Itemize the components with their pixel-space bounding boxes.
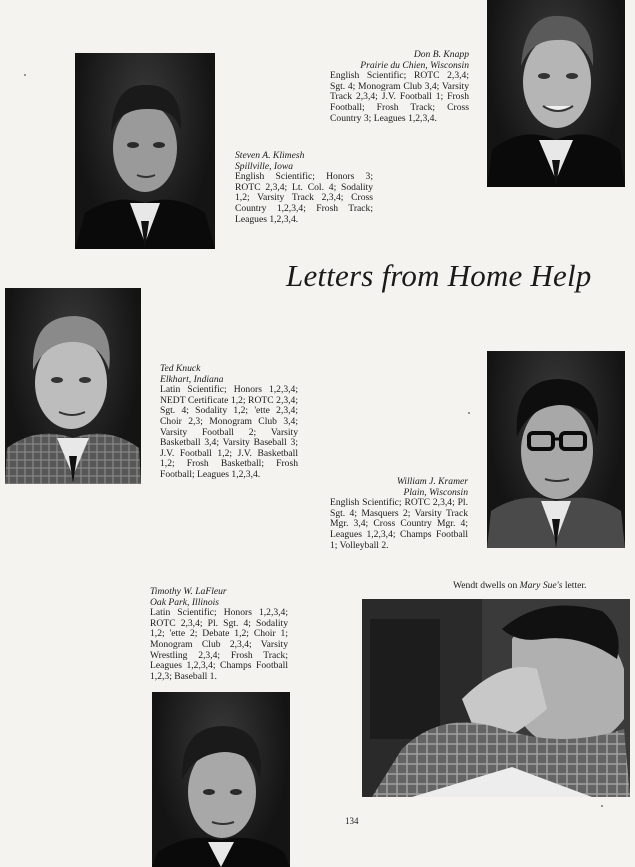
scan-speck: [24, 74, 26, 76]
portrait-kramer: [487, 351, 625, 548]
candid-photo-wendt: [362, 599, 630, 797]
portrait-knuck: [5, 288, 141, 484]
bio-town: Elkhart, Indiana: [160, 373, 224, 385]
bio-town: Spillville, Iowa: [235, 160, 294, 172]
caption-italic: Mary Sue's: [519, 580, 563, 591]
bio-text: English Scientific; Honors 3; ROTC 2,3,4; Lt. Col. 4; Sodality 1,2; Varsity Track 2,3,4; Cross Country 1,2,3,4; Frosh Track; Leagues 1,2,3,4.: [235, 171, 373, 225]
bio-knapp: [330, 50, 469, 124]
scan-speck: [601, 805, 603, 807]
bio-name: Timothy W. LaFleur: [150, 586, 227, 597]
portrait-knapp: [487, 0, 625, 187]
portrait-lafleur: [152, 692, 290, 867]
bio-name: Ted Knuck: [160, 363, 201, 374]
bio-name: Don B. Knapp: [413, 49, 469, 60]
bio-town: Plain, Wisconsin: [403, 486, 468, 498]
bio-lafleur: [150, 587, 288, 682]
caption-part: Wendt dwells on: [453, 580, 520, 591]
bio-klimesh: [235, 151, 373, 225]
bio-text: English Scientific; ROTC 2,3,4; Pl. Sgt. 4; Masquers 2; Varsity Track Mgr. 3,4; Cross Country Mgr. 4; Leagues 1,2,3,4; Champs Football 1; Volleyball 2.: [330, 497, 468, 551]
page-heading: Letters from Home Help: [286, 258, 592, 293]
bio-name: Steven A. Klimesh: [235, 150, 305, 161]
page-number: 134: [345, 816, 359, 826]
bio-town: Prairie du Chien, Wisconsin: [360, 59, 469, 71]
bio-knuck: [160, 364, 298, 481]
portrait-klimesh: [75, 53, 215, 249]
bio-kramer: [330, 477, 468, 551]
bio-town: Oak Park, Illinois: [150, 596, 220, 608]
caption-part: letter.: [562, 580, 587, 591]
bio-text: Latin Scientific; Honors 1,2,3,4; NEDT Certificate 1,2; ROTC 2,3,4; Sgt. 4; Sodality 1,2; 'ette 2,3,4; Choir 2,3; Monogram Club 3,4; Varsity Football 2; Varsity Basketball 3,4; Varsity Baseball 3; J.V. Football 1,2; J.V. Basketball 1,2; Frosh Basketball; Frosh Football; Leagues 1,2,3,4.: [160, 384, 298, 480]
bio-name: William J. Kramer: [396, 476, 468, 487]
photo-caption: [453, 580, 586, 591]
bio-text: Latin Scientific; Honors 1,2,3,4; ROTC 2,3,4; Pl. Sgt. 4; Sodality 1,2; 'ette 2; Debate 1,2; Choir 1; Monogram Club 2,3,4; Varsity Wrestling 2,3,4; Frosh Track; Leagues 1,2,3,4; Champs Football 1,2,3; Baseball 1.: [150, 607, 288, 682]
bio-text: English Scientific; ROTC 2,3,4; Sgt. 4; Monogram Club 3,4; Varsity Track 2,3,4; J.V. Football 1; Frosh Football; Frosh Track; Cross Country 3; Leagues 1,2,3,4.: [330, 70, 469, 124]
scan-speck: [468, 412, 470, 414]
